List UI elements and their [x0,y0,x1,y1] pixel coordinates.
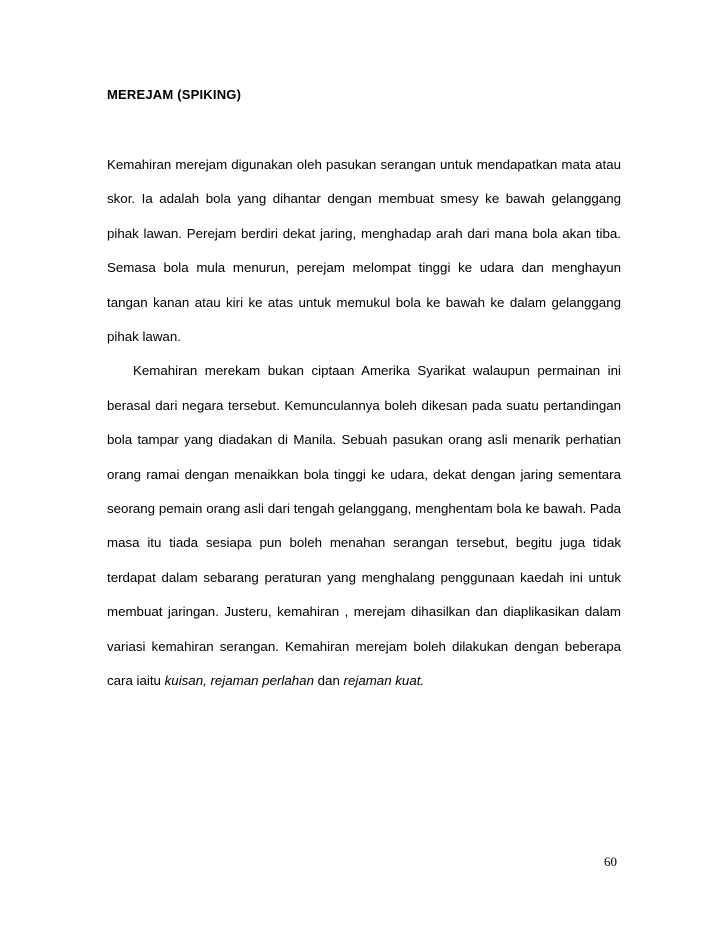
paragraph-1: Kemahiran merejam digunakan oleh pasukan serangan untuk mendapatkan mata atau skor. Ia adalah bola yang dihantar dengan membuat smesy ke bawah gelanggang pihak lawan. Perejam berdiri dekat jaring, menghadap arah dari mana bola akan tiba. Semasa bola mula menurun, perejam melompat tinggi ke udara dan menghayun tangan kanan atau kiri ke atas untuk memukul bola ke bawah ke dalam gelanggang pihak lawan. [107,157,621,345]
page-number: 60 [604,854,617,869]
paragraph-2 [107,354,621,698]
section-heading: MEREJAM (SPIKING) [107,87,242,102]
italic-term-2: rejaman kuat. [343,673,425,689]
paragraph-2-connector: dan [313,673,344,689]
body-text [107,148,621,699]
paragraph-2-text: Kemahiran merekam bukan ciptaan Amerika Syarikat walaupun permainan ini berasal dari negara tersebut. Kemunculannya boleh dikesan pada suatu pertandingan bola tampar yang diadakan di Manila. Sebuah pasukan orang asli menarik perhatian orang ramai dengan menaikkan bola tinggi ke udara, dekat dengan jaring sementara seorang pemain orang asli dari tengah gelanggang, menghentam bola ke bawah. Pada masa itu tiada sesiapa pun boleh menahan serangan tersebut, begitu juga tidak terdapat dalam sebarang peraturan yang menghalang penggunaan kaedah ini untuk membuat jaringan. Justeru, kemahiran , merejam dihasilkan dan diaplikasikan dalam variasi kemahiran serangan. Kemahiran merejam boleh dilakukan dengan beberapa cara iaitu [107,363,621,689]
italic-term-1: kuisan, rejaman perlahan [164,673,314,689]
